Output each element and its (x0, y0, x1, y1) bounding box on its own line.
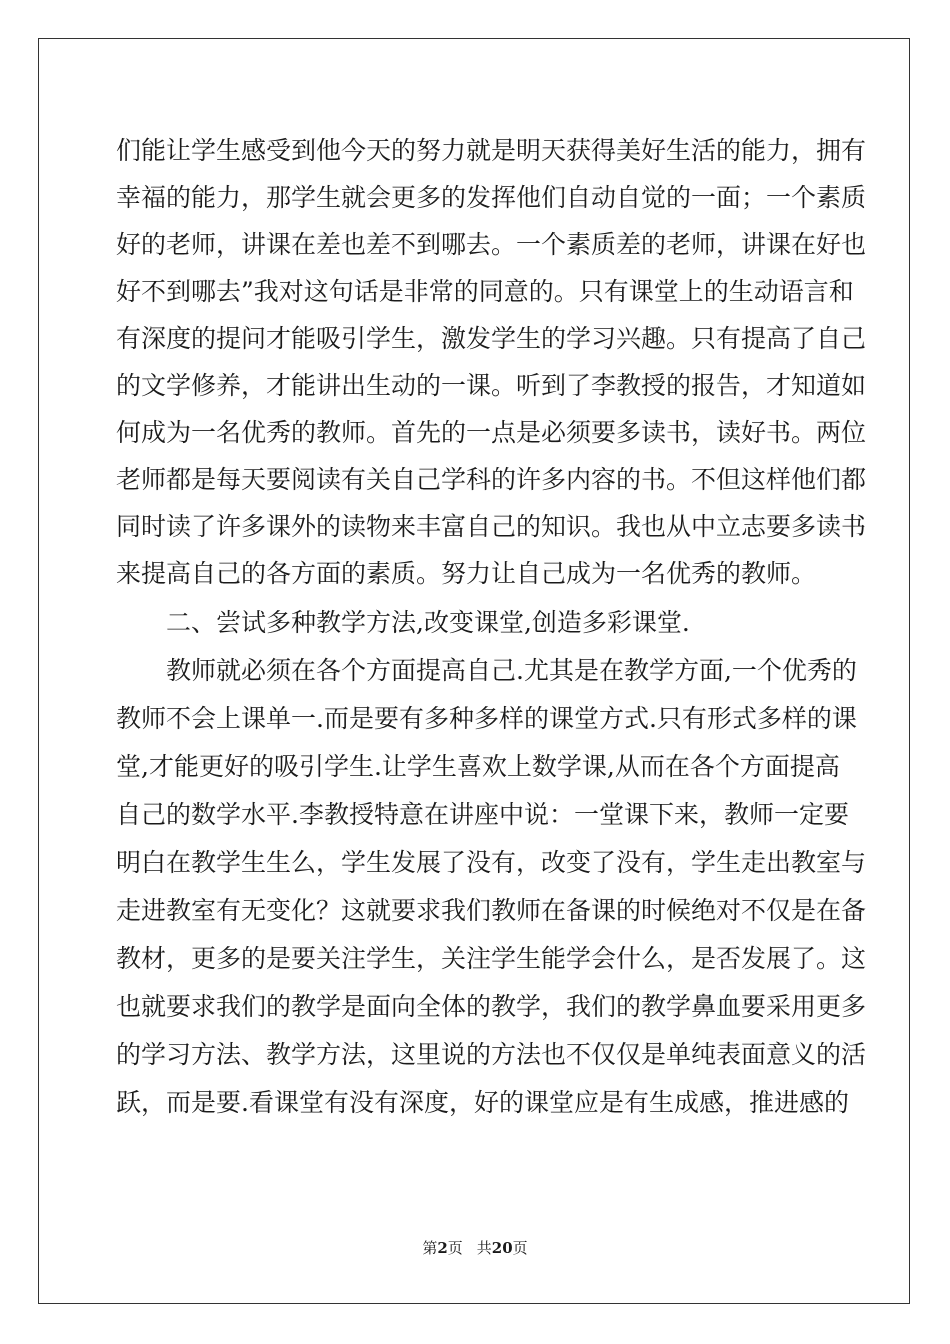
paragraph-3-line-10: 跃，而是要.看课堂有没有深度，好的课堂应是有生成感，推进感的 (116, 1088, 849, 1117)
footer-total-suffix: 页 (512, 1239, 528, 1257)
footer-page-suffix: 页 (447, 1239, 463, 1257)
footer-total-pages: 20 (491, 1239, 513, 1257)
page-footer (0, 1238, 950, 1258)
paragraph-3-line-7: 教材，更多的是要关注学生，关注学生能学会什么，是否发展了。这 (116, 944, 867, 973)
paragraph-1-line-8: 老师都是每天要阅读有关自己学科的许多内容的书。不但这样他们都 (116, 465, 867, 494)
paragraph-3-line-9: 的学习方法、教学方法，这里说的方法也不仅仅是单纯表面意义的活 (116, 1040, 867, 1069)
paragraph-1-line-6: 的文学修养，才能讲出生动的一课。听到了李教授的报告，才知道如 (116, 371, 867, 400)
footer-total-prefix: 共 (476, 1239, 492, 1257)
footer-page-number: 2 (437, 1239, 448, 1257)
paragraph-3-line-6: 走进教室有无变化？这就要求我们教师在备课的时候绝对不仅是在备 (116, 896, 867, 925)
section-heading: 二、尝试多种教学方法,改变课堂,创造多彩课堂. (166, 608, 690, 637)
paragraph-1-line-10: 来提高自己的各方面的素质。努力让自己成为一名优秀的教师。 (116, 559, 817, 588)
paragraph-3-line-8: 也就要求我们的教学是面向全体的教学，我们的教学鼻血要采用更多 (116, 992, 867, 1021)
paragraph-3-line-2: 教师不会上课单一.而是要有多种多样的课堂方式.只有形式多样的课 (116, 704, 857, 733)
paragraph-3-line-1: 教师就必须在各个方面提高自己.尤其是在教学方面,一个优秀的 (166, 656, 857, 685)
paragraph-1-line-4: 好不到哪去”我对这句话是非常的同意的。只有课堂上的生动语言和 (116, 277, 854, 306)
paragraph-1-line-3: 好的老师，讲课在差也差不到哪去。一个素质差的老师，讲课在好也 (116, 230, 867, 259)
paragraph-3-line-4: 自己的数学水平.李教授特意在讲座中说：一堂课下来，教师一定要 (116, 800, 849, 829)
footer-page-prefix: 第 (422, 1239, 438, 1257)
paragraph-1-line-5: 有深度的提问才能吸引学生，激发学生的学习兴趣。只有提高了自己 (116, 324, 867, 353)
paragraph-1-line-7: 何成为一名优秀的教师。首先的一点是必须要多读书，读好书。两位 (116, 418, 867, 447)
paragraph-1-line-2: 幸福的能力，那学生就会更多的发挥他们自动自觉的一面；一个素质 (116, 183, 867, 212)
paragraph-1-line-1: 们能让学生感受到他今天的努力就是明天获得美好生活的能力，拥有 (116, 136, 867, 165)
paragraph-3-line-5: 明白在教学生生么，学生发展了没有，改变了没有，学生走出教室与 (116, 848, 867, 877)
paragraph-3-line-3: 堂,才能更好的吸引学生.让学生喜欢上数学课,从而在各个方面提高 (116, 752, 840, 781)
paragraph-1-line-9: 同时读了许多课外的读物来丰富自己的知识。我也从中立志要多读书 (116, 512, 867, 541)
